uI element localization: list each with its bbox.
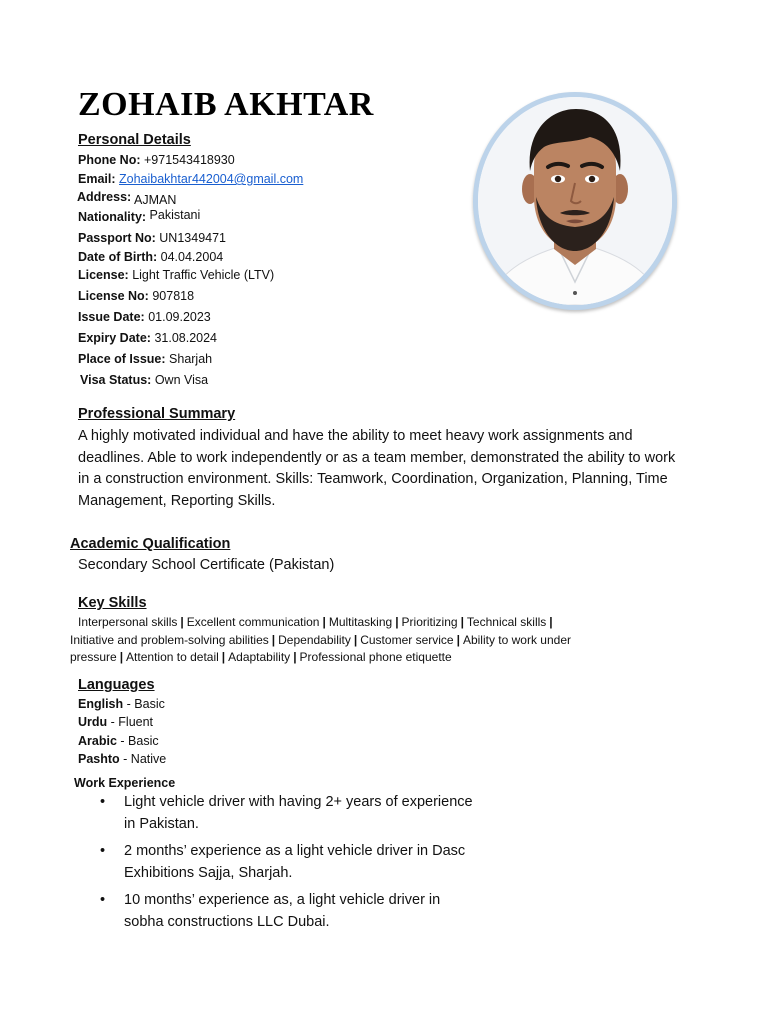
phone-row (78, 153, 235, 167)
license-no-value: 907818 (152, 289, 195, 303)
place-of-issue-row (78, 352, 212, 366)
language-row (78, 734, 159, 748)
visa-status-value: Own Visa (154, 373, 209, 387)
language-name: Pashto (78, 752, 120, 766)
skill-separator: | (119, 650, 124, 665)
skill-separator: | (353, 632, 358, 647)
skill-separator: | (549, 615, 553, 629)
issue-date-row (78, 310, 211, 324)
skill-separator: | (456, 632, 460, 647)
language-name: Arabic (78, 734, 117, 748)
work-experience-item (100, 792, 480, 835)
language-row (78, 752, 166, 766)
address-label: Address: (77, 190, 132, 204)
dob-label: Date of Birth: (78, 250, 158, 264)
issue-date-label: Issue Date: (78, 310, 145, 324)
skill-item: Ability to work under pressure (70, 632, 571, 665)
work-experience-text: Light vehicle driver with having 2+ years of experience in Pakistan. (124, 794, 473, 832)
skill-item: Interpersonal skills (78, 615, 178, 629)
skill-item: Technical skills (466, 615, 547, 629)
place-of-issue-label: Place of Issue: (78, 352, 166, 366)
email-label: Email: (78, 172, 116, 186)
address-value: AJMAN (133, 193, 177, 207)
key-skills-list (70, 614, 670, 667)
work-experience-text: 2 months’ experience as a light vehicle driver in Dasc Exhibitions Sajja, Sharjah. (124, 843, 466, 881)
languages-heading: Languages (78, 677, 155, 693)
skill-item: Attention to detail (126, 650, 219, 665)
candidate-name: ZOHAIB AKHTAR (78, 86, 374, 123)
issue-date-value: 01.09.2023 (148, 310, 211, 324)
nationality-label: Nationality: (78, 210, 147, 224)
license-no-row (78, 289, 194, 303)
academic-qualification-heading: Academic Qualification (70, 536, 231, 552)
language-level: - Basic (126, 697, 165, 711)
work-experience-item (100, 890, 480, 933)
language-name: English (78, 697, 124, 711)
language-level: - Native (123, 752, 167, 766)
dob-row (78, 250, 223, 264)
portrait-illustration (478, 97, 672, 305)
skill-item: Initiative and problem-solving abilities (70, 632, 269, 647)
expiry-date-value: 31.08.2024 (154, 331, 217, 345)
expiry-date-label: Expiry Date: (78, 331, 151, 345)
language-name: Urdu (78, 715, 108, 729)
license-value: Light Traffic Vehicle (LTV) (132, 268, 275, 282)
license-no-label: License No: (78, 289, 149, 303)
skill-item: Professional phone etiquette (299, 650, 452, 665)
expiry-date-row (78, 331, 217, 345)
skill-separator: | (322, 615, 326, 629)
license-label: License: (78, 268, 129, 282)
skill-item: Dependability (278, 632, 351, 647)
phone-label: Phone No: (78, 153, 141, 167)
email-row (78, 172, 303, 186)
passport-row (78, 231, 226, 245)
visa-status-label: Visa Status: (80, 373, 152, 387)
passport-value: UN1349471 (159, 231, 226, 245)
skill-separator: | (293, 650, 297, 665)
skill-item: Adaptability (228, 650, 291, 665)
skill-item: Multitasking (328, 615, 393, 629)
phone-value: +971543418930 (143, 153, 235, 167)
email-link[interactable]: Zohaibakhtar442004@gmail.com (119, 172, 304, 186)
skill-item: Customer service (360, 632, 454, 647)
skill-separator: | (180, 615, 184, 629)
visa-status-row (80, 373, 208, 387)
profile-photo (478, 97, 672, 305)
nationality-value: Pakistani (149, 208, 201, 222)
passport-label: Passport No: (78, 231, 156, 245)
language-row (78, 697, 165, 711)
personal-details-heading: Personal Details (78, 132, 191, 148)
address-row (77, 190, 177, 207)
key-skills-heading: Key Skills (78, 595, 147, 611)
skill-separator: | (460, 615, 464, 629)
license-row (78, 268, 274, 282)
language-level: - Basic (120, 734, 159, 748)
bullet-icon: • (100, 843, 106, 859)
nationality-row (78, 210, 200, 224)
professional-summary-text: A highly motivated individual and have the ability to meet heavy work assignments and deadlines. Able to work independently or as a team member, demonstrated the ability to work in a construction environment. Skills: Teamwork, Coordination, Organization, Planning, Time Management, Reporting Skills. (78, 428, 676, 510)
work-experience-list (100, 792, 480, 939)
skill-item: Prioritizing (401, 615, 458, 629)
academic-qualification-item: Secondary School Certificate (Pakistan) (78, 557, 335, 573)
place-of-issue-value: Sharjah (169, 352, 213, 366)
skill-separator: | (271, 632, 276, 647)
language-level: - Fluent (110, 715, 154, 729)
professional-summary-heading: Professional Summary (78, 406, 236, 422)
dob-value: 04.04.2004 (160, 250, 224, 264)
language-row (78, 715, 153, 729)
bullet-icon: • (100, 794, 106, 810)
skill-separator: | (221, 650, 226, 665)
work-experience-item (100, 841, 480, 884)
skill-separator: | (395, 615, 399, 629)
work-experience-text: 10 months’ experience as, a light vehicle driver in sobha constructions LLC Dubai. (124, 892, 441, 930)
bullet-icon: • (100, 892, 106, 908)
skill-item: Excellent communication (186, 615, 320, 629)
work-experience-heading: Work Experience (74, 776, 176, 790)
